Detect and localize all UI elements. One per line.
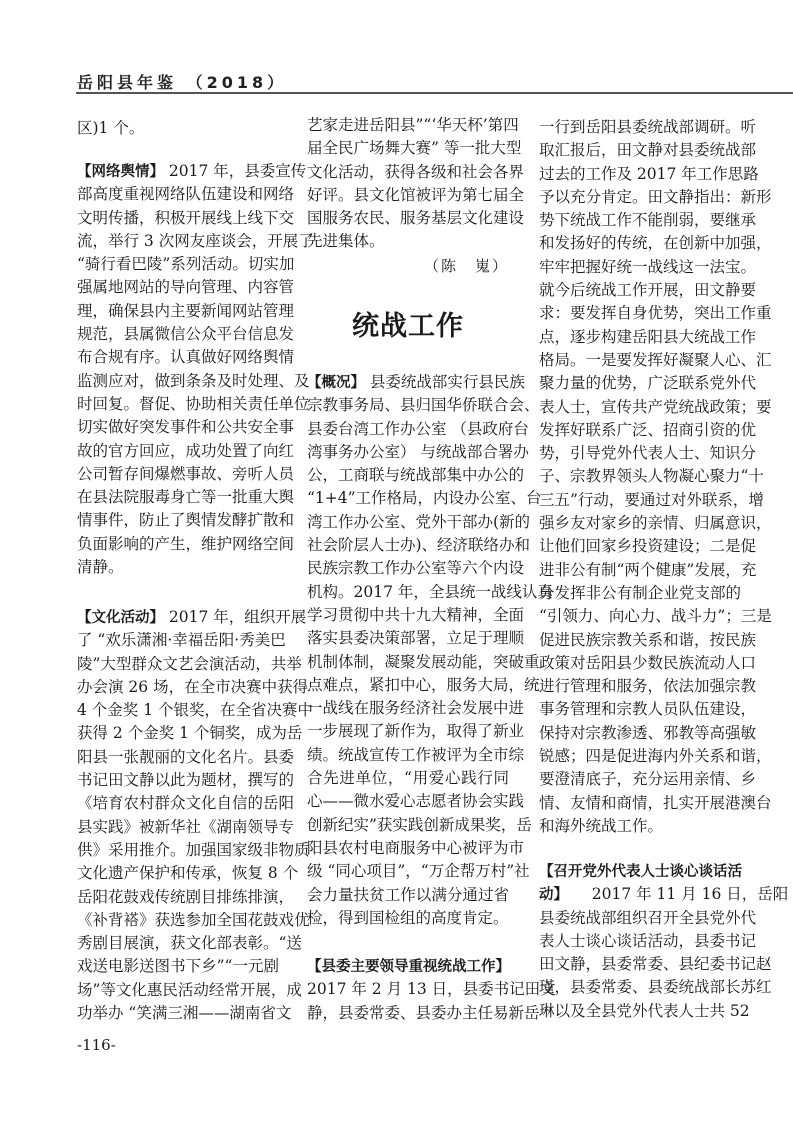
paragraph-cultural-activities bbox=[77, 606, 314, 1025]
text-line: 情事件，防止了舆情发酵扩散和 bbox=[77, 511, 295, 530]
text-line: 强乡友对家乡的亲情、归属意识， bbox=[539, 514, 772, 533]
text-line: 绩。统战宣传工作被评为全市综 bbox=[307, 745, 525, 764]
text-line: 2017 年 2 月 13 日，县委书记田文 bbox=[307, 980, 556, 999]
text-line: 宗教事务局、县归国华侨联合会、 bbox=[307, 396, 540, 415]
author-signature: （陈 嵬） bbox=[423, 257, 509, 275]
text-line: 子、宗教界领头人物凝心聚力“十 bbox=[539, 467, 764, 486]
text-line: 场”等文化惠民活动经常开展，成 bbox=[77, 980, 302, 999]
text-line: 发挥好联系广泛、招商引资的优 bbox=[539, 420, 757, 439]
text-line: 强属地网站的导向管理、内容管 bbox=[77, 278, 295, 297]
text-line: 了 “欢乐潇湘·幸福岳阳·秀美巴 bbox=[77, 631, 286, 650]
text-line: 势下统战工作不能削弱，要继承 bbox=[539, 211, 757, 230]
text-line: 民族宗教工作办公室等六个内设 bbox=[307, 559, 525, 578]
text-line: 格局。一是要发挥好凝聚人心、汇 bbox=[539, 350, 772, 369]
text-line: 表人士，宣传共产党统战政策；要 bbox=[539, 397, 772, 416]
text-line: 供》采用推介。加强国家级非物质 bbox=[77, 840, 310, 859]
header-rule bbox=[76, 92, 793, 94]
text-line: 点，逐步构建岳阳县大统战工作 bbox=[539, 327, 757, 346]
text-line: 书记田文静以此为题材，撰写的 bbox=[77, 771, 295, 790]
text-line: 流，举行 3 次网友座谈会，开展了 bbox=[77, 231, 314, 250]
text-line bbox=[77, 160, 307, 183]
text-line: 好评。县文化馆被评为第七届全 bbox=[307, 185, 525, 204]
text-line: 国服务农民、服务基层文化建设 bbox=[307, 209, 525, 228]
paragraph bbox=[307, 114, 525, 254]
text-line: 在县法院服毒身亡等一批重大舆 bbox=[77, 488, 295, 507]
text-line: “1+4”工作格局，内设办公室、台 bbox=[307, 489, 542, 508]
text-line: 势，引导党外代表人士、知识分 bbox=[539, 444, 757, 463]
text-line: 情、友情和商情，扎实开展港澳台 bbox=[539, 793, 772, 812]
text-line: 负面影响的产生，维护网络空间 bbox=[77, 534, 295, 553]
paragraph-heart-to-heart-talk bbox=[539, 860, 789, 1023]
paragraph-leaders-attention bbox=[307, 955, 556, 1025]
text-line: 求：要发挥自身优势，突出工作重 bbox=[539, 304, 772, 323]
text-line: 检，得到国检组的高度肯定。 bbox=[307, 908, 509, 927]
text-line: 阳县一张靓丽的文化名片。县委 bbox=[77, 747, 295, 766]
text-line: 静，县委常委、县委办主任易新岳 bbox=[307, 1003, 540, 1022]
text-line: 文化遗产保护和传承，恢复 8 个 bbox=[77, 864, 299, 883]
text-line: 阳县农村电商服务中心被评为市 bbox=[307, 838, 525, 857]
text-line: 艺家走进岳阳县”“‘华天杯’第四 bbox=[307, 116, 519, 134]
section-label: 【网络舆情】 bbox=[77, 164, 164, 180]
text-line: “引领力、向心力、战斗力”；三是 bbox=[539, 607, 772, 626]
text-line bbox=[307, 955, 509, 978]
text-line: 时回复。督促、协助相关责任单位 bbox=[77, 394, 310, 413]
text-line: 届全民广场舞大赛” 等一批大型 bbox=[307, 139, 522, 158]
section-label: 【文化活动】 bbox=[77, 610, 164, 626]
text-line: 级 “同心项目”，“万企帮万村”社 bbox=[307, 862, 530, 881]
text-line: 清静。 bbox=[77, 558, 124, 577]
text-line: 县委统战部组织召开全县党外代 bbox=[539, 908, 757, 927]
section-label: 【县委主要领导重视统战工作】 bbox=[307, 959, 510, 975]
running-header: 岳阳县年鉴 （2018） bbox=[77, 73, 288, 92]
text-line: 戏送电影送图书下乡”“一元剧 bbox=[77, 957, 279, 976]
text-line: 机制体制，凝聚发展动能，突破重 bbox=[307, 652, 540, 671]
text-line: 获得 2 个金奖 1 个铜奖，成为岳 bbox=[77, 724, 303, 743]
text-line: 予以充分肯定。田文静指出：新形 bbox=[539, 187, 772, 206]
text-line: 田文静，县委常委、县纪委书记赵 bbox=[539, 955, 772, 974]
text-line: 功举办 “笑满三湘——湖南省文 bbox=[77, 1004, 292, 1023]
text-line: 落实县委决策部署，立足于理顺 bbox=[307, 629, 525, 648]
text-line: 学习贯彻中共十九大精神，全面 bbox=[307, 605, 525, 624]
text-line: 陵”大型群众文艺会演活动，共举 bbox=[77, 654, 302, 673]
text-line: 锐感；四是促进海内外关系和谐， bbox=[539, 747, 772, 766]
text-line: 就今后统战工作开展，田文静要 bbox=[539, 281, 757, 300]
text-line: 创新纪实”获实践创新成果奖，岳 bbox=[307, 815, 532, 834]
text-line: “骑行看巴陵”系列活动。切实加 bbox=[77, 255, 295, 274]
text-line: 一步展现了新作为，取得了新业 bbox=[307, 722, 525, 741]
paragraph bbox=[77, 117, 279, 140]
text-line: 湾工作办公室、党外干部办(新的 bbox=[307, 512, 531, 531]
body-text: 2017 年 11 月 16 日，岳阳 bbox=[560, 885, 789, 904]
text-line: 事务管理和宗教人员队伍建设， bbox=[539, 700, 757, 719]
text-line: 政策对岳阳县少数民族流动人口 bbox=[539, 653, 757, 672]
text-line: 公司暂存间爆燃事故、旁听人员 bbox=[77, 464, 295, 483]
text-line: 监测应对，做到条条及时处理、及 bbox=[77, 371, 310, 390]
section-label: 动】 bbox=[539, 887, 561, 904]
text-line: 合先进单位，“用爱心践行同 bbox=[307, 769, 509, 788]
text-line: 一战线在服务经济社会发展中进 bbox=[307, 699, 525, 718]
paragraph bbox=[539, 116, 772, 838]
text-line: 办会演 26 场，在全市决赛中获得 bbox=[77, 677, 309, 696]
text-line: 岳阳花鼓戏传统剧目排练排演， bbox=[77, 887, 295, 906]
section-label: 【召开党外代表人士谈心谈话活 bbox=[539, 864, 742, 880]
text-line: 先进集体。 bbox=[307, 232, 385, 251]
text-line: 瑾，县委常委、县委统战部长苏红 bbox=[539, 978, 772, 997]
section-label: 【概况】 bbox=[307, 375, 365, 391]
text-line: 机构。2017 年，全县统一战线认真 bbox=[307, 582, 553, 601]
text-line: 表人士谈心谈话活动，县委书记 bbox=[539, 931, 757, 950]
text-line: 4 个金奖 1 个银奖，在全省决赛中 bbox=[77, 701, 314, 720]
text-line bbox=[77, 606, 307, 629]
text-line: 切实做好突发事件和公共安全事 bbox=[77, 418, 295, 437]
text-line: 理，确保县内主要新闻网站管理 bbox=[77, 301, 295, 320]
text-line: 湾事务办公室） 与统战部合署办 bbox=[307, 442, 529, 461]
text-line: 布合规有序。认真做好网络舆情 bbox=[77, 348, 295, 367]
text-line: 进非公有制“两个健康”发展，充 bbox=[539, 560, 757, 579]
body-text: 2017 年，县委宣传 bbox=[164, 162, 307, 180]
text-line: 社会阶层人士办)、经济联络办和 bbox=[307, 536, 531, 555]
text-line: 会力量扶贫工作以满分通过省 bbox=[307, 885, 509, 904]
text-line: 文明传播，积极开展线上线下交 bbox=[77, 208, 295, 227]
text-line: 保持对宗教渗透、邪教等高强敏 bbox=[539, 723, 757, 742]
text-line: 县委台湾工作办公室 （县政府台 bbox=[307, 419, 529, 438]
text-line: 分发挥非公有制企业党支部的 bbox=[539, 583, 741, 602]
text-line: 聚力量的优势，广泛联系党外代 bbox=[539, 374, 757, 393]
page-number: -116- bbox=[77, 1036, 116, 1054]
text-line bbox=[307, 371, 525, 394]
text-line: 过去的工作及 2017 年工作思路 bbox=[539, 164, 759, 183]
text-line: 点难点，紧扣中心，服务大局，统 bbox=[307, 675, 540, 694]
text-line: 秀剧目展演，获文化部表彰。“送 bbox=[77, 934, 302, 953]
text-line: 牢牢把握好统一战线这一法宝。 bbox=[539, 257, 757, 276]
text-line: 文化活动，获得各级和社会各界 bbox=[307, 162, 525, 181]
text-line: 区)1 个。 bbox=[77, 119, 145, 137]
text-line: 和发扬好的传统，在创新中加强， bbox=[539, 234, 772, 253]
text-line: 心——微水爱心志愿者协会实践 bbox=[307, 792, 525, 811]
text-line: 公，工商联与统战部集中办公的 bbox=[307, 466, 525, 485]
text-line: 要澄清底子，充分运用亲情、乡 bbox=[539, 770, 757, 789]
text-line: 一行到岳阳县委统战部调研。听 bbox=[539, 118, 757, 136]
text-line: 规范，县属微信公众平台信息发 bbox=[77, 325, 295, 344]
text-line: 和海外统战工作。 bbox=[539, 816, 664, 835]
text-line bbox=[539, 883, 789, 906]
text-line bbox=[539, 860, 741, 883]
body-text: 县委统战部实行县民族 bbox=[365, 373, 525, 391]
text-line: 三五”行动，要通过对外联系，增 bbox=[539, 490, 764, 509]
section-title: 统战工作 bbox=[352, 311, 464, 342]
paragraph-overview bbox=[307, 371, 553, 930]
text-line: 部高度重视网络队伍建设和网络 bbox=[77, 185, 295, 204]
text-line: 促进民族宗教关系和谐，按民族 bbox=[539, 630, 757, 649]
body-text: 2017 年，组织开展 bbox=[164, 608, 307, 626]
text-line: 让他们回家乡投资建设；二是促 bbox=[539, 537, 757, 556]
text-line: 琳以及全县党外代表人士共 52 bbox=[539, 1001, 750, 1020]
text-line: 取汇报后，田文静对县委统战部 bbox=[539, 141, 757, 160]
text-line: 进行管理和服务，依法加强宗教 bbox=[539, 677, 757, 696]
text-line: 故的官方回应，成功处置了向红 bbox=[77, 441, 295, 460]
text-line: 《培育农村群众文化自信的岳阳 bbox=[77, 794, 295, 813]
paragraph-network-public-opinion bbox=[77, 160, 314, 579]
text-line: 县实践》被新华社《湖南领导专 bbox=[77, 817, 295, 836]
text-line: 《补背褡》获选参加全国花鼓戏优 bbox=[77, 910, 310, 929]
